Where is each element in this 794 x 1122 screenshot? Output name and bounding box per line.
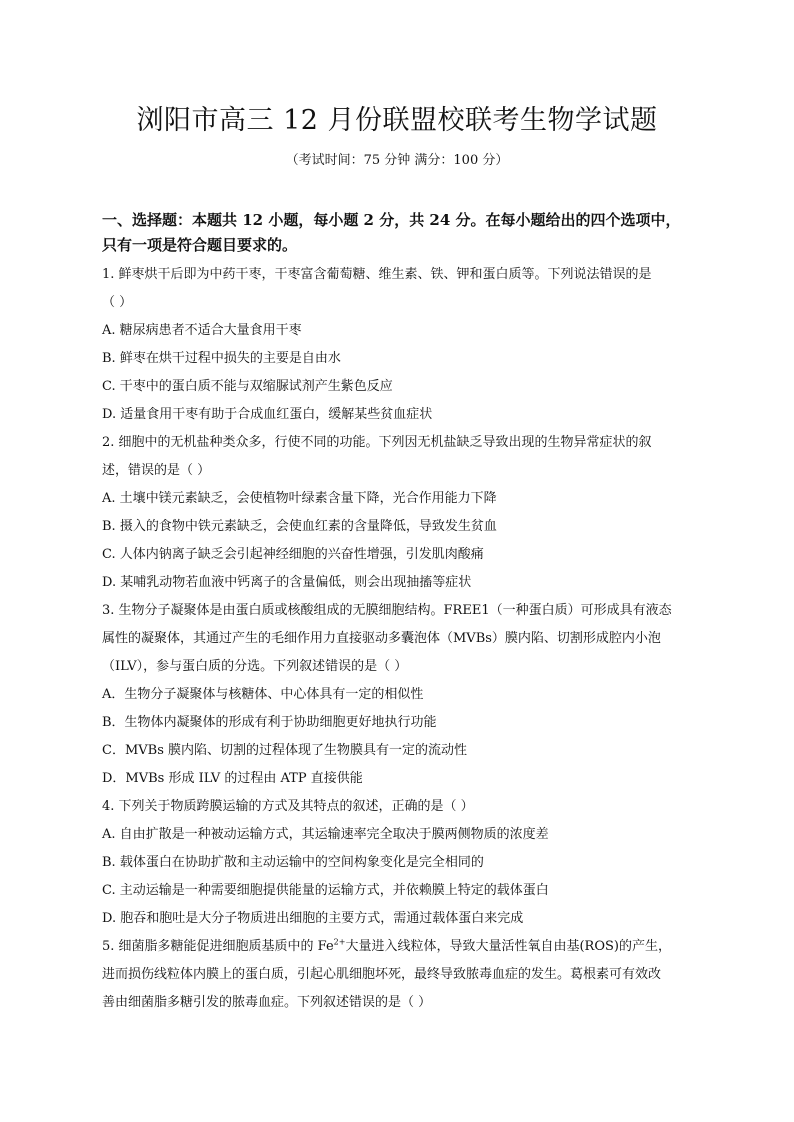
iron-ion-charge: 2+ <box>333 937 346 947</box>
question-4-option-c: C. 主动运输是一种需要细胞提供能量的运输方式，并依赖膜上特定的载体蛋白 <box>102 883 549 898</box>
question-5-stem-line1 <box>102 933 702 961</box>
question-3-stem-line2: 属性的凝聚体，其通过产生的毛细作用力直接驱动多囊泡体（MVBs）膜内陷、切割形成腔内小泡 <box>102 631 661 646</box>
question-5-stem-part-b: 大量进入线粒体，导致大量活性氧自由基(ROS)的产生， <box>345 939 671 954</box>
question-1-stem-line1: 1. 鲜枣烘干后即为中药干枣，干枣富含葡萄糖、维生素、铁、钾和蛋白质等。下列说法错误的是 <box>102 267 652 282</box>
question-4-option-a: A. 自由扩散是一种被动运输方式，其运输速率完全取决于膜两侧物质的浓度差 <box>102 827 549 842</box>
question-2-option-b: B. 摄入的食物中铁元素缺乏，会使血红素的含量降低，导致发生贫血 <box>102 519 497 534</box>
question-3-option-d: D．MVBs 形成 ILV 的过程由 ATP 直接供能 <box>102 771 363 786</box>
question-3 <box>102 597 702 793</box>
exam-info: （考试时间：75 分钟 满分：100 分） <box>285 153 509 168</box>
question-3-stem-line3: （ILV），参与蛋白质的分选。下列叙述错误的是（ ） <box>102 659 408 674</box>
question-2-stem-line2: 述，错误的是（ ） <box>102 463 211 478</box>
question-5-stem-line3: 善由细菌脂多糖引发的脓毒血症。下列叙述错误的是（ ） <box>102 995 432 1010</box>
question-1-option-c: C. 干枣中的蛋白质不能与双缩脲试剂产生紫色反应 <box>102 379 393 394</box>
question-1-stem-line2: （ ） <box>102 295 133 310</box>
question-1-option-a: A. 糖尿病患者不适合大量食用干枣 <box>102 323 302 338</box>
question-1-option-d: D. 适量食用干枣有助于合成血红蛋白，缓解某些贫血症状 <box>102 407 433 422</box>
question-4-stem-line1: 4. 下列关于物质跨膜运输的方式及其特点的叙述，正确的是（ ） <box>102 799 474 814</box>
question-2-stem-line1: 2. 细胞中的无机盐种类众多，行使不同的功能。下列因无机盐缺乏导致出现的生物异常症状的叙 <box>102 435 652 450</box>
question-5-stem-line2: 进而损伤线粒体内膜上的蛋白质，引起心肌细胞坏死，最终导致脓毒血症的发生。葛根素可有效改 <box>102 967 662 982</box>
question-5 <box>102 933 702 1017</box>
page-title: 浏阳市高三 12 月份联盟校联考生物学试题 <box>136 105 658 136</box>
question-3-option-a: A．生物分子凝聚体与核糖体、中心体具有一定的相似性 <box>102 687 424 702</box>
question-2 <box>102 429 702 597</box>
question-1-option-b: B. 鲜枣在烘干过程中损失的主要是自由水 <box>102 351 341 366</box>
question-3-stem-line1: 3. 生物分子凝聚体是由蛋白质或核酸组成的无膜细胞结构。FREE1（一种蛋白质）可形成具有液态 <box>102 603 672 618</box>
question-3-option-c: C．MVBs 膜内陷、切割的过程体现了生物膜具有一定的流动性 <box>102 743 468 758</box>
question-2-option-a: A. 土壤中镁元素缺乏，会使植物叶绿素含量下降，光合作用能力下降 <box>102 491 497 506</box>
question-3-option-b: B．生物体内凝聚体的形成有利于协助细胞更好地执行功能 <box>102 715 437 730</box>
exam-content <box>102 208 702 1017</box>
question-4 <box>102 793 702 933</box>
section-heading-line1: 一、选择题：本题共 12 小题，每小题 2 分，共 24 分。在每小题给出的四个选项中， <box>102 211 681 229</box>
question-4-option-d: D. 胞吞和胞吐是大分子物质进出细胞的主要方式，需通过载体蛋白来完成 <box>102 911 524 926</box>
question-5-stem-part-a: 5. 细菌脂多糖能促进细胞质基质中的 Fe <box>102 939 334 954</box>
question-1 <box>102 261 702 429</box>
question-2-option-d: D. 某哺乳动物若血液中钙离子的含量偏低，则会出现抽搐等症状 <box>102 575 472 590</box>
question-4-option-b: B. 载体蛋白在协助扩散和主动运输中的空间构象变化是完全相同的 <box>102 855 484 870</box>
section-heading <box>102 208 702 258</box>
section-heading-line2: 只有一项是符合题目要求的。 <box>102 236 298 254</box>
question-2-option-c: C. 人体内钠离子缺乏会引起神经细胞的兴奋性增强，引发肌肉酸痛 <box>102 547 484 562</box>
